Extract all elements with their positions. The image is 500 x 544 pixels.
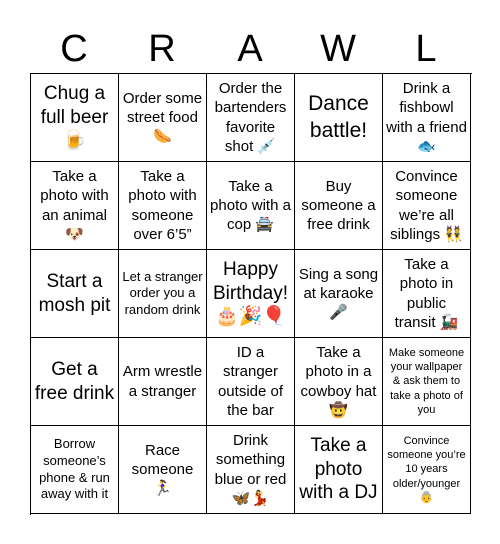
bingo-cell-r1c2[interactable]: Order some street food 🌭	[119, 74, 207, 162]
header-letter-c: C	[60, 27, 88, 70]
header-letter-w: W	[320, 27, 356, 70]
bingo-cell-r5c3[interactable]: Drink something blue or red 🦋💃	[207, 426, 295, 514]
bingo-cell-r1c1[interactable]: Chug a full beer 🍺	[31, 74, 119, 162]
header-letter-l: L	[415, 27, 437, 70]
bingo-cell-r4c3[interactable]: ID a stranger outside of the bar	[207, 338, 295, 426]
bingo-board	[30, 73, 472, 515]
bingo-cell-r4c4[interactable]: Take a photo in a cowboy hat 🤠	[295, 338, 383, 426]
bingo-cell-r2c3[interactable]: Take a photo with a cop 🚔	[207, 162, 295, 250]
bingo-cell-r3c4[interactable]: Sing a song at karaoke 🎤	[295, 250, 383, 338]
bingo-cell-r2c4[interactable]: Buy someone a free drink	[295, 162, 383, 250]
bingo-header	[30, 24, 470, 74]
bingo-cell-r5c1[interactable]: Borrow someone’s phone & run away with it	[31, 426, 119, 514]
bingo-cell-r2c2[interactable]: Take a photo with someone over 6’5”	[119, 162, 207, 250]
bingo-cell-r5c2[interactable]: Race someone 🏃‍♀️	[119, 426, 207, 514]
bingo-cell-r4c2[interactable]: Arm wrestle a stranger	[119, 338, 207, 426]
bingo-cell-r1c4[interactable]: Dance battle!	[295, 74, 383, 162]
bingo-cell-r4c5[interactable]: Make someone your wallpaper & ask them to take a photo of you	[383, 338, 471, 426]
bingo-cell-r5c5[interactable]: Convince someone you’re 10 years older/younger 👵	[383, 426, 471, 514]
bingo-cell-r2c1[interactable]: Take a photo with an animal 🐶	[31, 162, 119, 250]
bingo-cell-r2c5[interactable]: Convince someone we’re all siblings 👯	[383, 162, 471, 250]
bingo-cell-r1c5[interactable]: Drink a fishbowl with a friend 🐟	[383, 74, 471, 162]
bingo-cell-r5c4[interactable]: Take a photo with a DJ	[295, 426, 383, 514]
header-letter-r: R	[148, 27, 176, 70]
bingo-cell-r3c5[interactable]: Take a photo in public transit 🚂	[383, 250, 471, 338]
bingo-cell-r3c2[interactable]: Let a stranger order you a random drink	[119, 250, 207, 338]
header-letter-a: A	[237, 27, 263, 70]
bingo-cell-r1c3[interactable]: Order the bartenders favorite shot 💉	[207, 74, 295, 162]
bingo-cell-r4c1[interactable]: Get a free drink	[31, 338, 119, 426]
bingo-cell-r3c1[interactable]: Start a mosh pit	[31, 250, 119, 338]
bingo-cell-r3c3[interactable]: Happy Birthday! 🎂🎉🎈	[207, 250, 295, 338]
